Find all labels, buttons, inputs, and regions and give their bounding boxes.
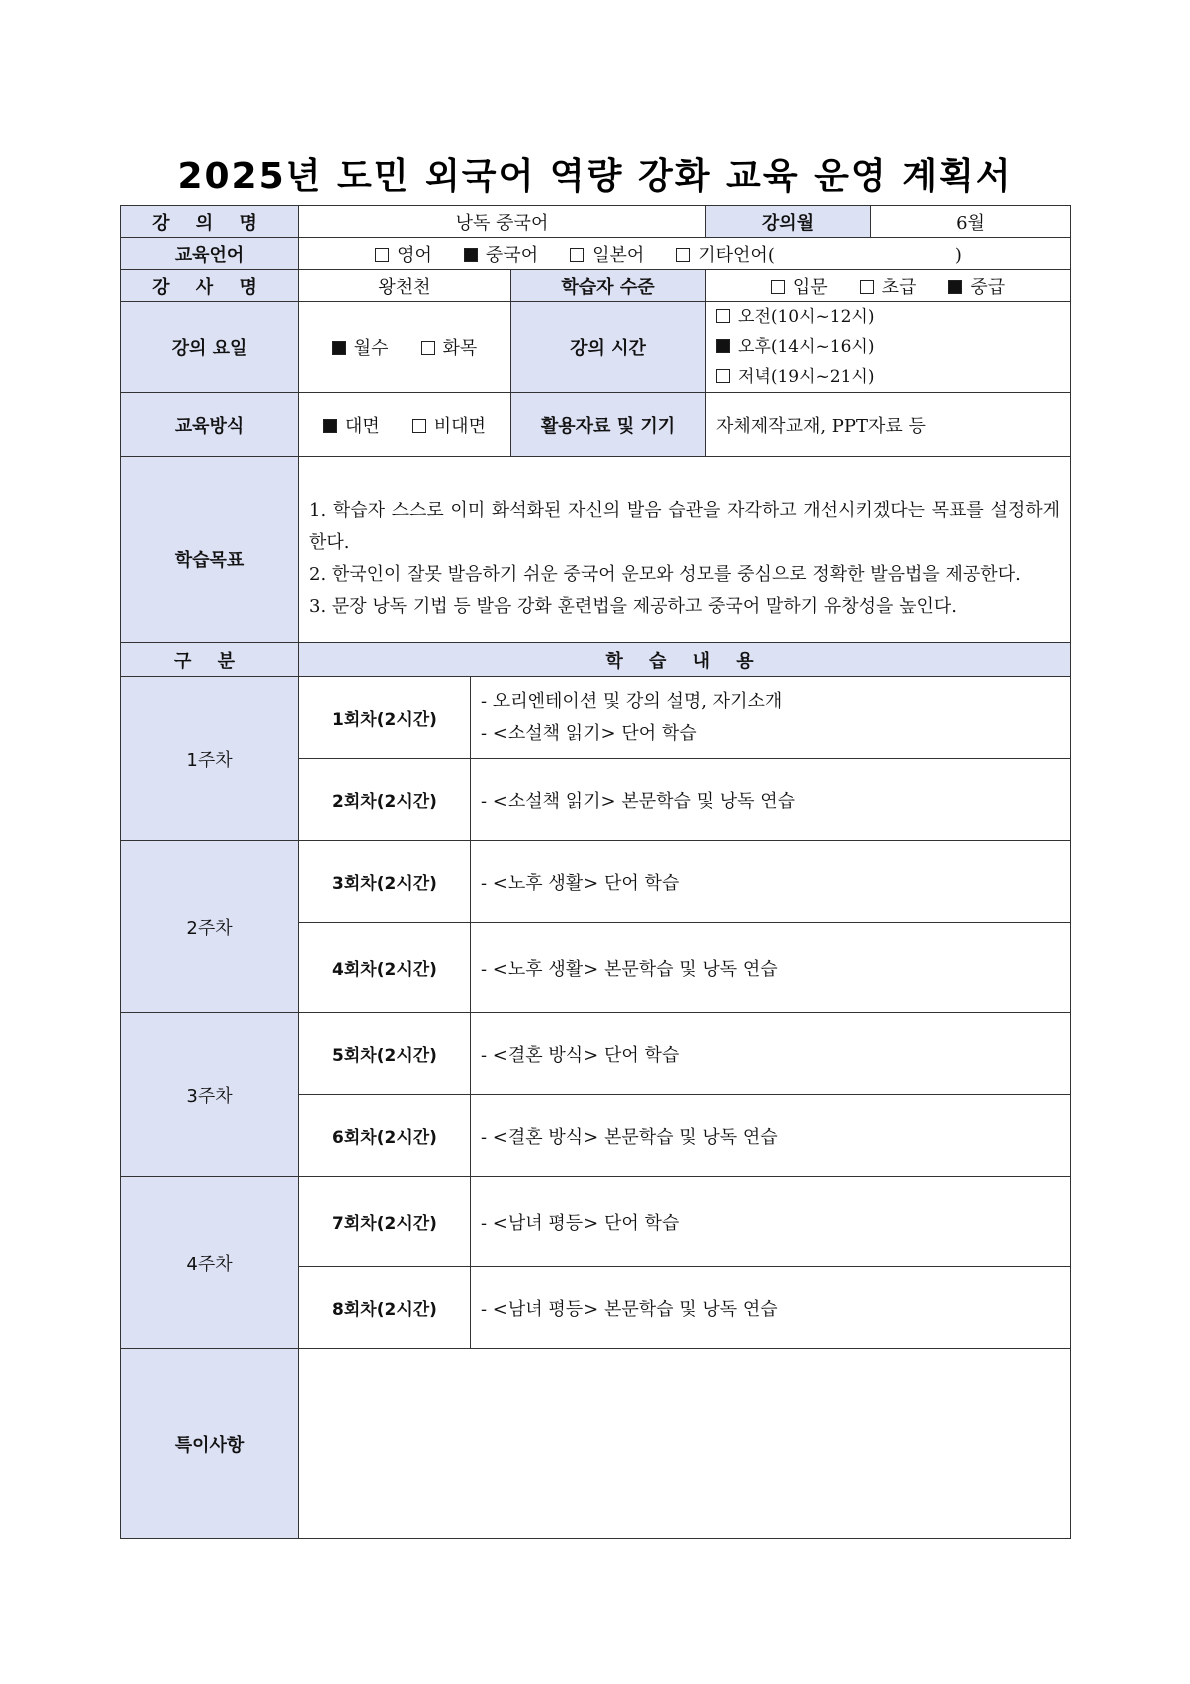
checkbox-label: 저녁(19시~21시) [738, 367, 875, 387]
checkbox-label: 대면 [345, 415, 380, 437]
division-header: 구 분 [121, 643, 299, 677]
checked-box-icon[interactable] [716, 339, 730, 353]
checkbox-label: 오후(14시~16시) [738, 337, 875, 357]
session-label: 1회차(2시간) [299, 677, 471, 759]
materials-value: 자체제작교재, PPT자료 등 [706, 393, 1071, 457]
language-options [299, 238, 1071, 270]
page-title: 2025년 도민 외국어 역량 강화 교육 운영 계획서 [177, 156, 1013, 197]
checkbox-option[interactable] [421, 338, 478, 359]
other-language-close: ) [954, 244, 962, 266]
session-content: - <결혼 방식> 단어 학습 [471, 1013, 1071, 1095]
goal-item: 1. 학습자 스스로 이미 화석화된 자신의 발음 습관을 자각하고 개선시키겠다는 목표를 설정하게 한다. [309, 499, 1061, 553]
time-label: 강의 시간 [511, 302, 706, 393]
checkbox-option[interactable] [375, 245, 432, 266]
method-options [299, 393, 511, 457]
goals-label: 학습목표 [121, 457, 299, 661]
session-content: - <소설책 읽기> 본문학습 및 낭독 연습 [471, 759, 1071, 841]
level-label: 학습자 수준 [511, 270, 706, 302]
checkbox-label: 중국어 [485, 244, 539, 266]
session-content: - <남녀 평등> 본문학습 및 낭독 연습 [471, 1267, 1071, 1349]
unchecked-box-icon[interactable] [771, 280, 785, 294]
materials-label: 활용자료 및 기기 [511, 393, 706, 457]
checkbox-label: 초급 [881, 276, 917, 298]
session-label: 5회차(2시간) [299, 1013, 471, 1095]
checkbox-label: 영어 [397, 244, 432, 266]
checkbox-label: 화목 [442, 338, 478, 359]
notes-content [299, 1349, 1071, 1539]
lecture-name-value: 낭독 중국어 [299, 206, 706, 238]
checkbox-option[interactable] [716, 337, 874, 357]
session-label: 6회차(2시간) [299, 1095, 471, 1177]
day-label: 강의 요일 [121, 302, 299, 393]
lecture-name-label: 강 의 명 [121, 206, 299, 238]
session-label: 4회차(2시간) [299, 923, 471, 1013]
session-label: 2회차(2시간) [299, 759, 471, 841]
unchecked-box-icon[interactable] [676, 248, 690, 262]
checkbox-label: 입문 [792, 276, 828, 298]
schedule-table [120, 642, 1071, 1539]
checkbox-option[interactable] [771, 277, 828, 298]
session-content: - 오리엔테이션 및 강의 설명, 자기소개 - <소설책 읽기> 단어 학습 [471, 677, 1071, 759]
goal-item: 2. 한국인이 잘못 발음하기 쉬운 중국어 운모와 성모를 중심으로 정확한 발음법을 제공한다. [309, 563, 1021, 585]
unchecked-box-icon[interactable] [570, 248, 584, 262]
session-label: 7회차(2시간) [299, 1177, 471, 1267]
checkbox-option[interactable] [716, 367, 874, 387]
unchecked-box-icon[interactable] [860, 280, 874, 294]
lecture-month-value: 6월 [956, 212, 985, 234]
checkbox-label: 월수 [353, 338, 389, 359]
instructor-value: 왕천천 [299, 270, 511, 302]
lecture-month-label: 강의월 [706, 206, 871, 237]
checkbox-label: 기타언어( [698, 244, 775, 266]
session-label: 3회차(2시간) [299, 841, 471, 923]
unchecked-box-icon[interactable] [375, 248, 389, 262]
content-header: 학 습 내 용 [299, 643, 1071, 677]
week-label: 1주차 [121, 677, 299, 841]
checkbox-option[interactable] [570, 245, 644, 266]
week-label: 3주차 [121, 1013, 299, 1177]
checkbox-label: 비대면 [433, 415, 486, 437]
unchecked-box-icon[interactable] [716, 309, 730, 323]
session-label: 8회차(2시간) [299, 1267, 471, 1349]
checkbox-option[interactable] [464, 245, 538, 266]
checked-box-icon[interactable] [323, 419, 337, 433]
checkbox-option[interactable] [860, 277, 917, 298]
language-label: 교육언어 [121, 238, 299, 270]
checked-box-icon[interactable] [464, 248, 478, 262]
time-options [706, 302, 1071, 393]
checkbox-label: 일본어 [592, 244, 645, 266]
session-content: - <노후 생활> 단어 학습 [471, 841, 1071, 923]
checkbox-label: 오전(10시~12시) [738, 307, 875, 327]
checked-box-icon[interactable] [332, 341, 346, 355]
checkbox-option[interactable] [716, 307, 874, 327]
course-info-table [120, 205, 1071, 661]
session-content: - <결혼 방식> 본문학습 및 낭독 연습 [471, 1095, 1071, 1177]
week-label: 4주차 [121, 1177, 299, 1349]
checkbox-option[interactable] [323, 416, 380, 437]
instructor-label: 강 사 명 [121, 270, 299, 302]
session-content: - <노후 생활> 본문학습 및 낭독 연습 [471, 923, 1071, 1013]
week-label: 2주차 [121, 841, 299, 1013]
goal-item: 3. 문장 낭독 기법 등 발음 강화 훈련법을 제공하고 중국어 말하기 유창성을 높인다. [309, 595, 957, 617]
checkbox-option[interactable] [948, 277, 1005, 298]
checkbox-option[interactable] [676, 245, 962, 266]
notes-label: 특이사항 [121, 1349, 299, 1539]
unchecked-box-icon[interactable] [412, 419, 426, 433]
checkbox-label: 중급 [970, 276, 1006, 298]
level-options [706, 270, 1071, 302]
checkbox-option[interactable] [412, 416, 486, 437]
goals-content [299, 457, 1071, 661]
unchecked-box-icon[interactable] [421, 341, 435, 355]
unchecked-box-icon[interactable] [716, 369, 730, 383]
checked-box-icon[interactable] [948, 280, 962, 294]
session-content: - <남녀 평등> 단어 학습 [471, 1177, 1071, 1267]
checkbox-option[interactable] [332, 338, 389, 359]
method-label: 교육방식 [121, 393, 299, 457]
day-options [299, 302, 511, 393]
